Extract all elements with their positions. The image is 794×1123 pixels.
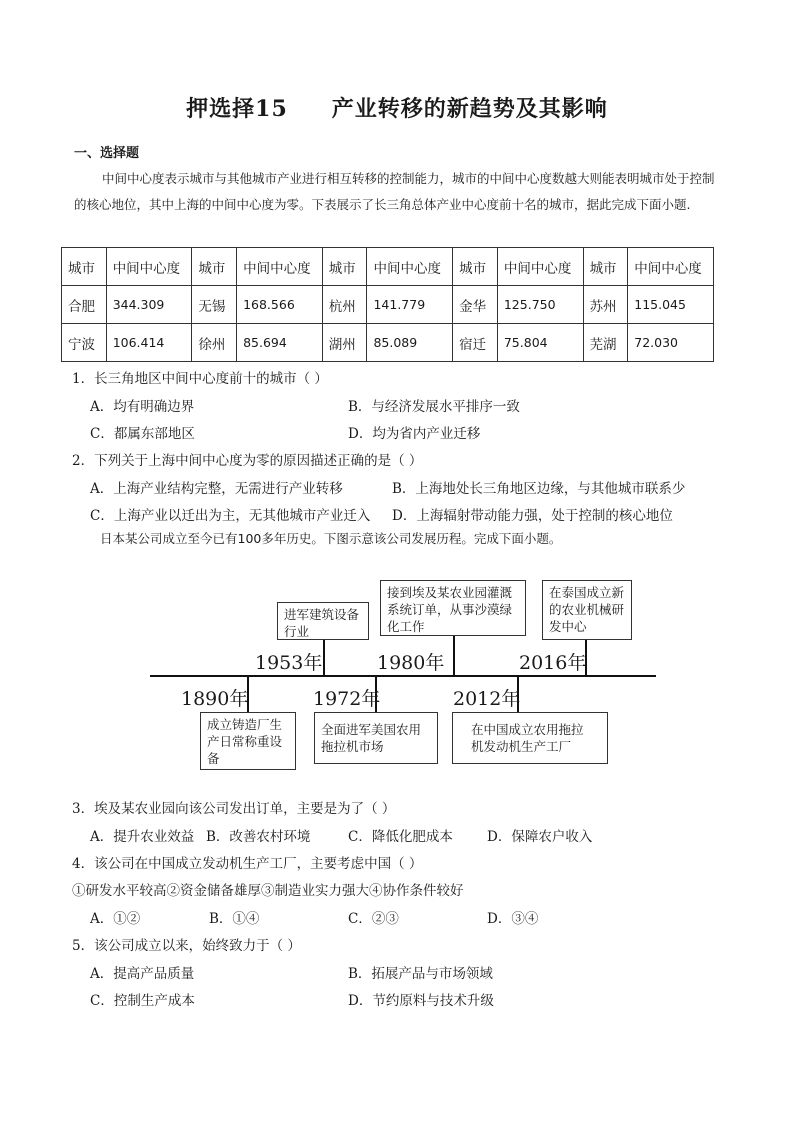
question-3-option-d[interactable]: D．保障农户收入 [487, 829, 593, 845]
year-2012: 2012年 [453, 688, 521, 710]
question-5-stem: 5．该公司成立以来，始终致力于（ ） [72, 938, 301, 954]
header-cell: 中间中心度 [367, 248, 453, 286]
value-cell: 85.694 [237, 324, 323, 362]
question-4-option-b[interactable]: B．①④ [209, 911, 260, 927]
question-5-option-d[interactable]: D．节约原料与技术升级 [348, 993, 494, 1009]
header-cell: 城市 [192, 248, 237, 286]
question-2-option-a[interactable]: A．上海产业结构完整，无需进行产业转移 [90, 481, 343, 497]
question-2-option-d[interactable]: D．上海辐射带动能力强，处于控制的核心地位 [392, 508, 673, 524]
table-row [62, 324, 714, 362]
question-1-stem: 1．长三角地区中间中心度前十的城市（ ） [72, 371, 328, 387]
value-cell: 115.045 [628, 286, 714, 324]
value-cell: 168.566 [237, 286, 323, 324]
city-cell: 苏州 [583, 286, 628, 324]
value-cell: 106.414 [106, 324, 192, 362]
header-cell: 城市 [583, 248, 628, 286]
question-4-statements: ①研发水平较高②资金储备雄厚③制造业实力强大④协作条件较好 [72, 883, 464, 899]
question-2-option-b[interactable]: B．上海地处长三角地区边缘，与其他城市联系少 [392, 481, 686, 497]
question-1-option-b[interactable]: B．与经济发展水平排序一致 [348, 399, 520, 415]
city-cell: 金华 [453, 286, 498, 324]
question-2-stem: 2．下列关于上海中间中心度为零的原因描述正确的是（ ） [72, 453, 423, 469]
title-main: 产业转移的新趋势及其影响 [331, 96, 608, 122]
question-5-option-b[interactable]: B．拓展产品与市场领域 [348, 966, 493, 982]
city-centrality-table [61, 247, 714, 362]
event-box-1980: 接到埃及某农业园灌溉系统订单，从事沙漠绿化工作 [380, 580, 526, 636]
value-cell: 141.779 [367, 286, 453, 324]
event-box-2012: 在中国成立农用拖拉机发动机生产工厂 [452, 712, 608, 764]
year-1890: 1890年 [181, 688, 249, 710]
value-cell: 344.309 [106, 286, 192, 324]
page-title [0, 92, 794, 123]
intro-paragraph: 中间中心度表示城市与其他城市产业进行相互转移的控制能力，城市的中间中心度数越大则能表明城市处于控制的核心地位，其中上海的中间中心度为零。下表展示了长三角总体产业中心度前十名的城市，据此完成下面小题. [74, 171, 715, 212]
header-cell: 城市 [62, 248, 107, 286]
table-row [62, 286, 714, 324]
question-1-option-d[interactable]: D．均为省内产业迁移 [348, 426, 481, 442]
city-cell: 宿迁 [453, 324, 498, 362]
year-1953: 1953年 [255, 652, 323, 674]
value-cell: 125.750 [497, 286, 583, 324]
year-1972: 1972年 [313, 688, 381, 710]
question-5-option-a[interactable]: A．提高产品质量 [90, 966, 195, 982]
event-box-1890: 成立铸造厂生产日常称重设备 [200, 712, 296, 770]
header-cell: 中间中心度 [106, 248, 192, 286]
question-3-option-b[interactable]: B．改善农村环境 [206, 829, 311, 845]
question-4-option-a[interactable]: A．①② [90, 911, 141, 927]
title-prefix: 押选择15 [186, 96, 288, 122]
question-4-stem: 4．该公司在中国成立发动机生产工厂，主要考虑中国（ ） [72, 856, 423, 872]
city-cell: 合肥 [62, 286, 107, 324]
section-heading: 一、选择题 [74, 146, 140, 161]
question-5-option-c[interactable]: C．控制生产成本 [90, 993, 195, 1009]
header-cell: 城市 [322, 248, 367, 286]
question-4-option-c[interactable]: C．②③ [348, 911, 399, 927]
question-3-stem: 3．埃及某农业园向该公司发出订单，主要是为了（ ） [72, 801, 396, 817]
question-4-option-d[interactable]: D．③④ [487, 911, 539, 927]
header-cell: 中间中心度 [497, 248, 583, 286]
question-1-option-c[interactable]: C．都属东部地区 [90, 426, 195, 442]
event-box-1953: 进军建筑设备行业 [277, 602, 369, 640]
event-box-1972: 全面进军美国农用拖拉机市场 [314, 712, 438, 764]
city-cell: 湖州 [322, 324, 367, 362]
question-3-option-c[interactable]: C．降低化肥成本 [348, 829, 453, 845]
value-cell: 72.030 [628, 324, 714, 362]
year-2016: 2016年 [519, 652, 587, 674]
city-cell: 芜湖 [583, 324, 628, 362]
timeline-intro: 日本某公司成立至今已有100多年历史。下图示意该公司发展历程。完成下面小题。 [100, 531, 562, 546]
event-box-2016: 在泰国成立新的农业机械研发中心 [542, 580, 632, 640]
header-cell: 中间中心度 [628, 248, 714, 286]
question-1-option-a[interactable]: A．均有明确边界 [90, 399, 195, 415]
city-cell: 无锡 [192, 286, 237, 324]
header-cell: 城市 [453, 248, 498, 286]
city-cell: 宁波 [62, 324, 107, 362]
city-cell: 杭州 [322, 286, 367, 324]
year-1980: 1980年 [377, 652, 445, 674]
header-cell: 中间中心度 [237, 248, 323, 286]
city-cell: 徐州 [192, 324, 237, 362]
connector-1953 [323, 640, 325, 675]
timeline-axis [150, 675, 656, 677]
value-cell: 75.804 [497, 324, 583, 362]
question-3-option-a[interactable]: A．提升农业效益 [90, 829, 195, 845]
value-cell: 85.089 [367, 324, 453, 362]
question-2-option-c[interactable]: C．上海产业以迁出为主，无其他城市产业迁入 [90, 508, 371, 524]
table-header-row [62, 248, 714, 286]
